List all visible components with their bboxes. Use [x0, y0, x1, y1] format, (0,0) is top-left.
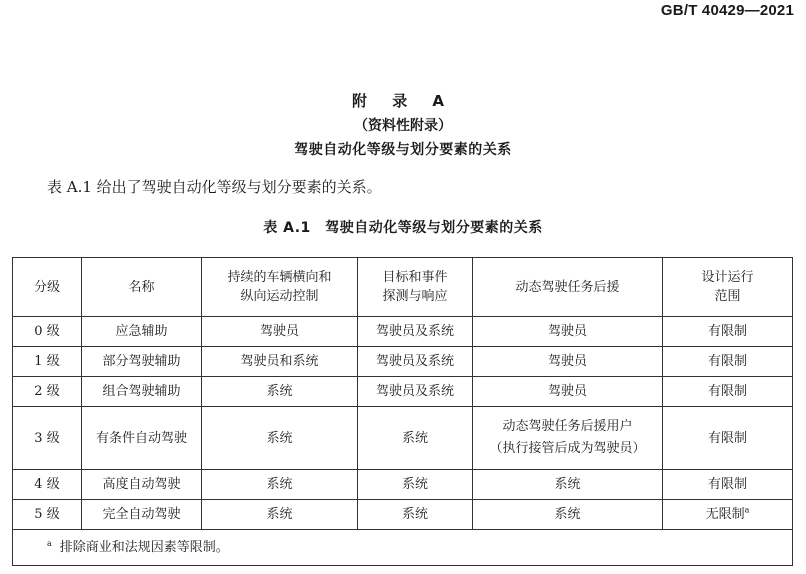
fallback-cell: 驾驶员: [473, 317, 663, 347]
control-cell: 驾驶员: [202, 317, 358, 347]
level-cell: 5 级: [13, 500, 82, 530]
footnote-marker: a: [47, 538, 52, 548]
fallback-cell: 系统: [473, 470, 663, 500]
fallback-cell: 系统: [473, 500, 663, 530]
odd-cell: 有限制: [663, 377, 793, 407]
odd-cell: 有限制: [663, 317, 793, 347]
fallback-cell: 驾驶员: [473, 347, 663, 377]
table-caption: 表 A.1 驾驶自动化等级与划分要素的关系: [263, 220, 543, 236]
table-row: [13, 377, 793, 407]
name-cell: 有条件自动驾驶: [82, 407, 202, 470]
odd-cell: [663, 500, 793, 530]
name-cell: 应急辅助: [82, 317, 202, 347]
detection-cell: 驾驶员及系统: [358, 377, 473, 407]
name-cell: 高度自动驾驶: [82, 470, 202, 500]
footnote-text: 排除商业和法规因素等限制。: [59, 540, 229, 555]
control-cell: 系统: [202, 500, 358, 530]
standard-number: GB/T 40429—2021: [660, 2, 794, 19]
level-cell: 4 级: [13, 470, 82, 500]
detection-cell: 系统: [358, 470, 473, 500]
table-header-row: [13, 258, 793, 317]
table-row: [13, 500, 793, 530]
table-footnote-row: [13, 530, 793, 566]
intro-paragraph: 表 A.1 给出了驾驶自动化等级与划分要素的关系。: [47, 178, 382, 196]
detection-cell: 系统: [358, 500, 473, 530]
appendix-title: 附 录 A: [351, 92, 455, 110]
detection-cell: 系统: [358, 407, 473, 470]
detection-cell: 驾驶员及系统: [358, 317, 473, 347]
detection-cell: 驾驶员及系统: [358, 347, 473, 377]
header-cell: 目标和事件 探测与响应: [358, 258, 473, 317]
header-cell: 分级: [13, 258, 82, 317]
name-cell: 完全自动驾驶: [82, 500, 202, 530]
table-row: [13, 347, 793, 377]
control-cell: 系统: [202, 470, 358, 500]
name-cell: 部分驾驶辅助: [82, 347, 202, 377]
odd-cell: 有限制: [663, 347, 793, 377]
header-cell: 设计运行 范围: [663, 258, 793, 317]
header-cell: 动态驾驶任务后援: [473, 258, 663, 317]
footnote-marker: a: [744, 505, 750, 515]
header-cell: 名称: [82, 258, 202, 317]
table-row: [13, 407, 793, 470]
header-cell: 持续的车辆横向和 纵向运动控制: [202, 258, 358, 317]
fallback-cell: 驾驶员: [473, 377, 663, 407]
control-cell: 驾驶员和系统: [202, 347, 358, 377]
footnote-cell: [13, 530, 793, 566]
level-cell: 2 级: [13, 377, 82, 407]
appendix-subtitle: （资料性附录）: [354, 118, 452, 134]
level-cell: 1 级: [13, 347, 82, 377]
control-cell: 系统: [202, 407, 358, 470]
level-cell: 3 级: [13, 407, 82, 470]
name-cell: 组合驾驶辅助: [82, 377, 202, 407]
table-row: [13, 470, 793, 500]
odd-value: 无限制: [705, 507, 745, 522]
odd-cell: 有限制: [663, 407, 793, 470]
appendix-heading: 驾驶自动化等级与划分要素的关系: [294, 142, 512, 158]
control-cell: 系统: [202, 377, 358, 407]
fallback-cell: 动态驾驶任务后援用户 （执行接管后成为驾驶员）: [473, 407, 663, 470]
table-row: [13, 317, 793, 347]
odd-cell: 有限制: [663, 470, 793, 500]
level-cell: 0 级: [13, 317, 82, 347]
relationship-table: [12, 257, 793, 566]
